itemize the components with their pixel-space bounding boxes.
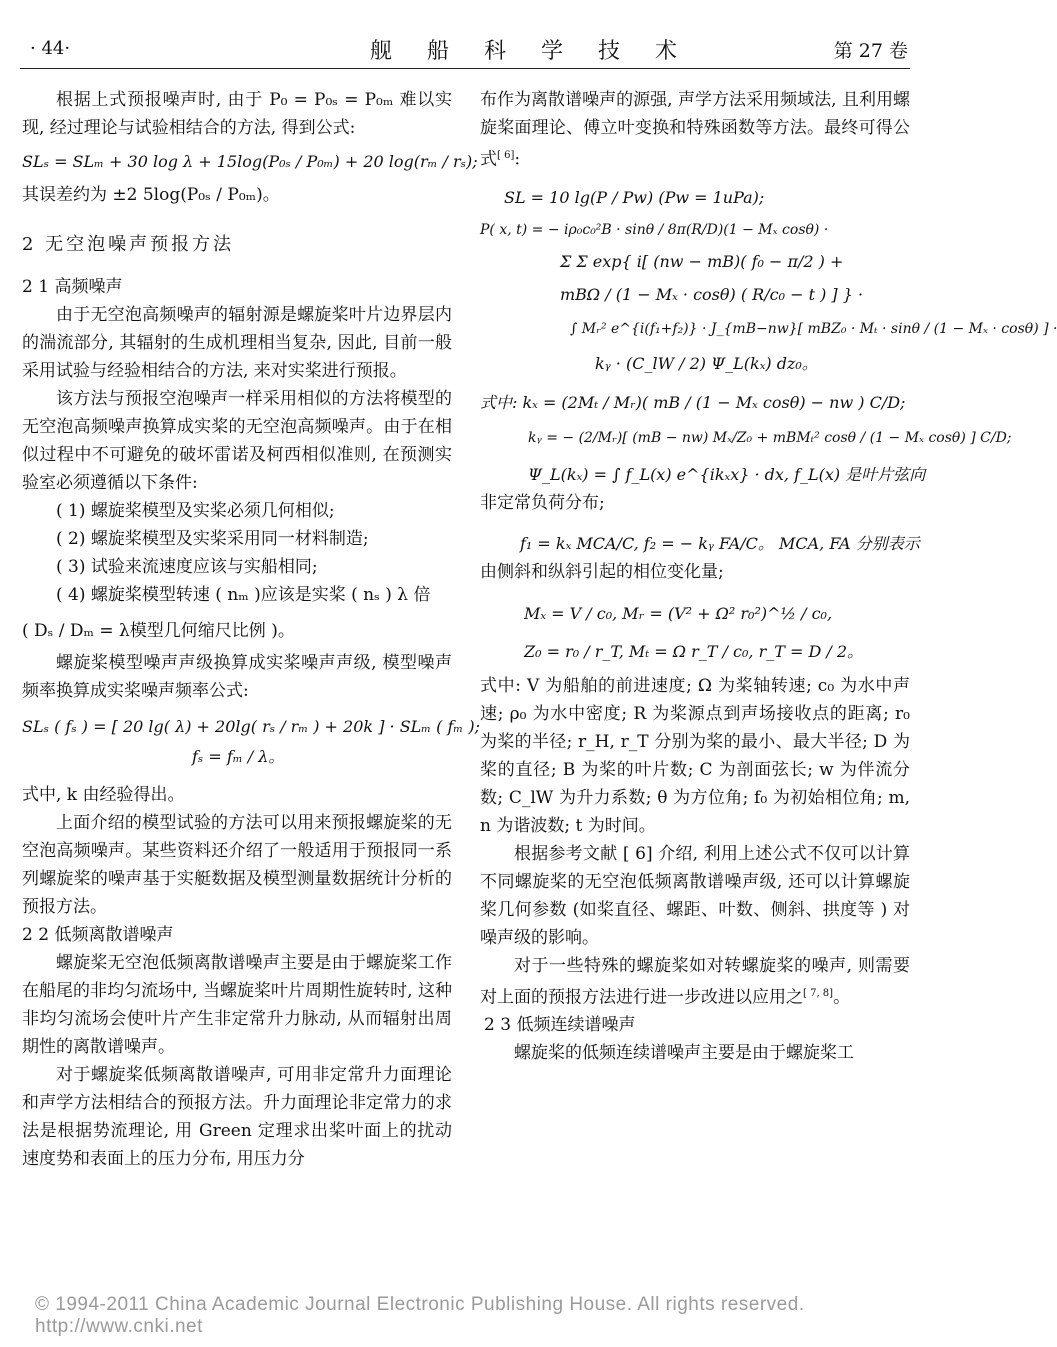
equation-text: kᵧ = − (2/Mᵣ)[ (mB − nw) Mₓ/Z₀ + mBMₜ² cosθ / (1 − Mₓ cosθ) ] C/D; (528, 429, 1012, 446)
equation-mx-mr (524, 604, 910, 623)
equation-text: fₛ = fₘ / λ。 (192, 747, 285, 766)
equation-text: Ψ_L(kₓ) = ∫ f_L(x) e^{ikₓx} · dx, f_L(x) 是叶片弦向 (528, 464, 926, 484)
equation-fs (192, 744, 452, 767)
paragraph: 由侧斜和纵斜引起的相位变化量; (480, 561, 724, 582)
section-heading: 2 无空泡噪声预报方法 (22, 234, 235, 255)
equation-text: Z₀ = r₀ / r_T, Mₜ = Ω r_T / c₀, r_T = D / 2。 (524, 641, 864, 661)
equation-pressure-4 (570, 318, 1057, 337)
paragraph: 根据参考文献 [ 6] 介绍, 利用上述公式不仅可以计算不同螺旋桨的无空泡低频离散谱噪声级, 还可以计算螺旋桨几何参数 (如桨直径、螺距、叶数、侧斜、拱度等 ) 对噪声级的影响。 (480, 843, 910, 948)
equation-text: mBΩ / (1 − Mₓ · cosθ) ( R/c₀ − t ) ] } · (560, 284, 864, 304)
equation-sls (22, 717, 480, 736)
paragraph: 螺旋桨模型噪声声级换算成实桨噪声声级, 模型噪声频率换算成实桨噪声频率公式: (22, 653, 452, 701)
paragraph: 式中, k 由经验得出。 (22, 785, 185, 805)
paragraph: 螺旋桨的低频连续谱噪声主要是由于螺旋桨工 (514, 1043, 854, 1064)
paragraph: 螺旋桨无空泡低频离散谱噪声主要是由于螺旋桨工作在船尾的非均匀流场中, 当螺旋桨叶片周期性旋转时, 这种非均匀流场会使叶片产生非定常升力脉动, 从而辐射出周期性的离散谱噪声。 (22, 953, 452, 1057)
paragraph: 布作为离散谱噪声的源强, 声学方法采用频域法, 且利用螺旋桨面理论、傅立叶变换和特殊函数等方法。最终可得公式[ 6]: (480, 90, 910, 170)
paragraph: 该方法与预报空泡噪声一样采用相似的方法将模型的无空泡高频噪声换算成实桨的无空泡高频噪声。由于在相似过程中不可避免的破坏雷诺及柯西相似准则, 在预测实验室必须遵循以下条件: (22, 389, 452, 493)
equation-z0-mt (524, 639, 910, 662)
list-item: ( 1) 螺旋桨模型及实桨必须几何相似; (56, 501, 335, 521)
list-item: ( 2) 螺旋桨模型及实桨采用同一材料制造; (56, 529, 369, 549)
equation-text: ∫ Mᵣ² e^{i(f₁+f₂)} · J_{mB−nw}[ mBZ₀ · Mₜ · sinθ / (1 − Mₓ · cosθ) ] · (570, 320, 1057, 337)
equation-pressure-1 (480, 219, 910, 238)
copyright-footer: © 1994-2011 China Academic Journal Electronic Publishing House. All rights reserved. http://www.cnki.net (35, 1294, 805, 1337)
equation-text: Σ Σ exp{ i[ (nw − mB)( f₀ − π/2 ) + (560, 251, 844, 271)
list-item: ( 4) 螺旋桨模型转速 ( nₘ )应该是实桨 ( nₛ ) λ 倍 (56, 585, 431, 605)
journal-name: 舰 船 科 学 技 术 (370, 39, 691, 64)
right-column (480, 86, 1057, 1067)
equation-pressure-5 (595, 351, 910, 374)
equation-kx (480, 390, 910, 413)
subsection-heading: 2 2 低频离散谱噪声 (22, 925, 174, 945)
equation-text: SL = 10 lg(P / Pw) (Pw = 1uPa); (504, 187, 765, 207)
equation-sl-db (504, 188, 910, 207)
page-number: · 44· (30, 38, 71, 59)
subsection-heading: 2 3 低频连续谱噪声 (484, 1015, 636, 1036)
paragraph: 对于一些特殊的螺旋桨如对转螺旋桨的噪声, 则需要对上面的预报方法进行进一步改进以应用之[ 7, 8]。 (480, 955, 910, 1008)
equation-pressure-3 (560, 285, 910, 304)
equation-sl (22, 152, 478, 171)
subsection-heading: 2 1 高频噪声 (22, 277, 123, 297)
paragraph: 由于无空泡高频噪声的辐射源是螺旋桨叶片边界层内的湍流部分, 其辐射的生成机理相当复杂, 因此, 目前一般采用试验与经验相结合的方法, 来对实桨进行预报。 (22, 305, 452, 381)
volume-label: 第 27 卷 (833, 40, 908, 62)
list-item-continuation: ( Dₛ / Dₘ = λ模型几何缩尺比例 )。 (22, 621, 295, 641)
equation-text: P( x, t) = − iρ₀c₀²B · sinθ / 8π(R/D)(1 − Mₓ cosθ) · (480, 221, 829, 238)
citation: [ 7, 8] (803, 987, 834, 999)
equation-text: kᵧ · (C_lW / 2) Ψ_L(kₓ) dz₀。 (595, 353, 818, 373)
paragraph: 对于螺旋桨低频离散谱噪声, 可用非定常升力面理论和声学方法相结合的预报方法。升力面理论非定常力的求法是根据势流理论, 用 Green 定理求出桨叶面上的扰动速度势和表面上的压力分布, 用压力分 (22, 1065, 452, 1169)
page-header (20, 34, 908, 68)
equation-text: SLₛ = SLₘ + 30 log λ + 15log(P₀ₛ / P₀ₘ) + 20 log(rₘ / rₛ); (22, 152, 478, 171)
equation-text: Mₓ = V / c₀, Mᵣ = (V² + Ω² r₀²)^½ / c₀, (524, 603, 833, 623)
equation-f1-f2 (520, 531, 920, 554)
equation-text: f₁ = kₓ MCA/C, f₂ = − kᵧ FA/C。 MCA, FA 分别表示 (520, 533, 920, 553)
equation-ky (528, 427, 1012, 446)
paragraph: 根据上式预报噪声时, 由于 P₀ = P₀ₛ = P₀ₘ 难以实现, 经过理论与试验相结合的方法, 得到公式: (22, 90, 452, 138)
paragraph: 式中: V 为船舶的前进速度; Ω 为桨轴转速; c₀ 为水中声速; ρ₀ 为水中密度; R 为桨源点到声场接收点的距离; r₀ 为桨的半径; r_H, r_T 分别为桨的最小、最大半径; D 为桨的直径; B 为桨的叶片数; C 为剖面弦长; w 为伴流分数; C_lW 为升力系数; θ 为方位角; f₀ 为初始相位角; m, n 为谐波数; t 为时间。 (480, 675, 910, 836)
paragraph: 其误差约为 ±2 5log(P₀ₛ / P₀ₘ)。 (22, 185, 280, 205)
left-column (22, 86, 480, 1173)
paragraph: 上面介绍的模型试验的方法可以用来预报螺旋桨的无空泡高频噪声。某些资料还介绍了一般适用于预报同一系列螺旋桨的噪声基于实艇数据及模型测量数据统计分析的预报方法。 (22, 813, 452, 917)
list-item: ( 3) 试验来流速度应该与实船相同; (56, 557, 318, 577)
equation-psi (528, 462, 926, 485)
paragraph: 非定常负荷分布; (480, 492, 605, 513)
equation-text: 式中: kₓ = (2Mₜ / Mᵣ)( mB / (1 − Mₓ cosθ) − nw ) C/D; (480, 392, 906, 412)
header-rule (20, 68, 910, 69)
equation-pressure-2 (560, 252, 910, 271)
citation: [ 6] (497, 150, 515, 161)
equation-text: SLₛ ( fₛ ) = [ 20 lg( λ) + 20lg( rₛ / rₘ ) + 20k ] · SLₘ ( fₘ ); (22, 717, 480, 736)
